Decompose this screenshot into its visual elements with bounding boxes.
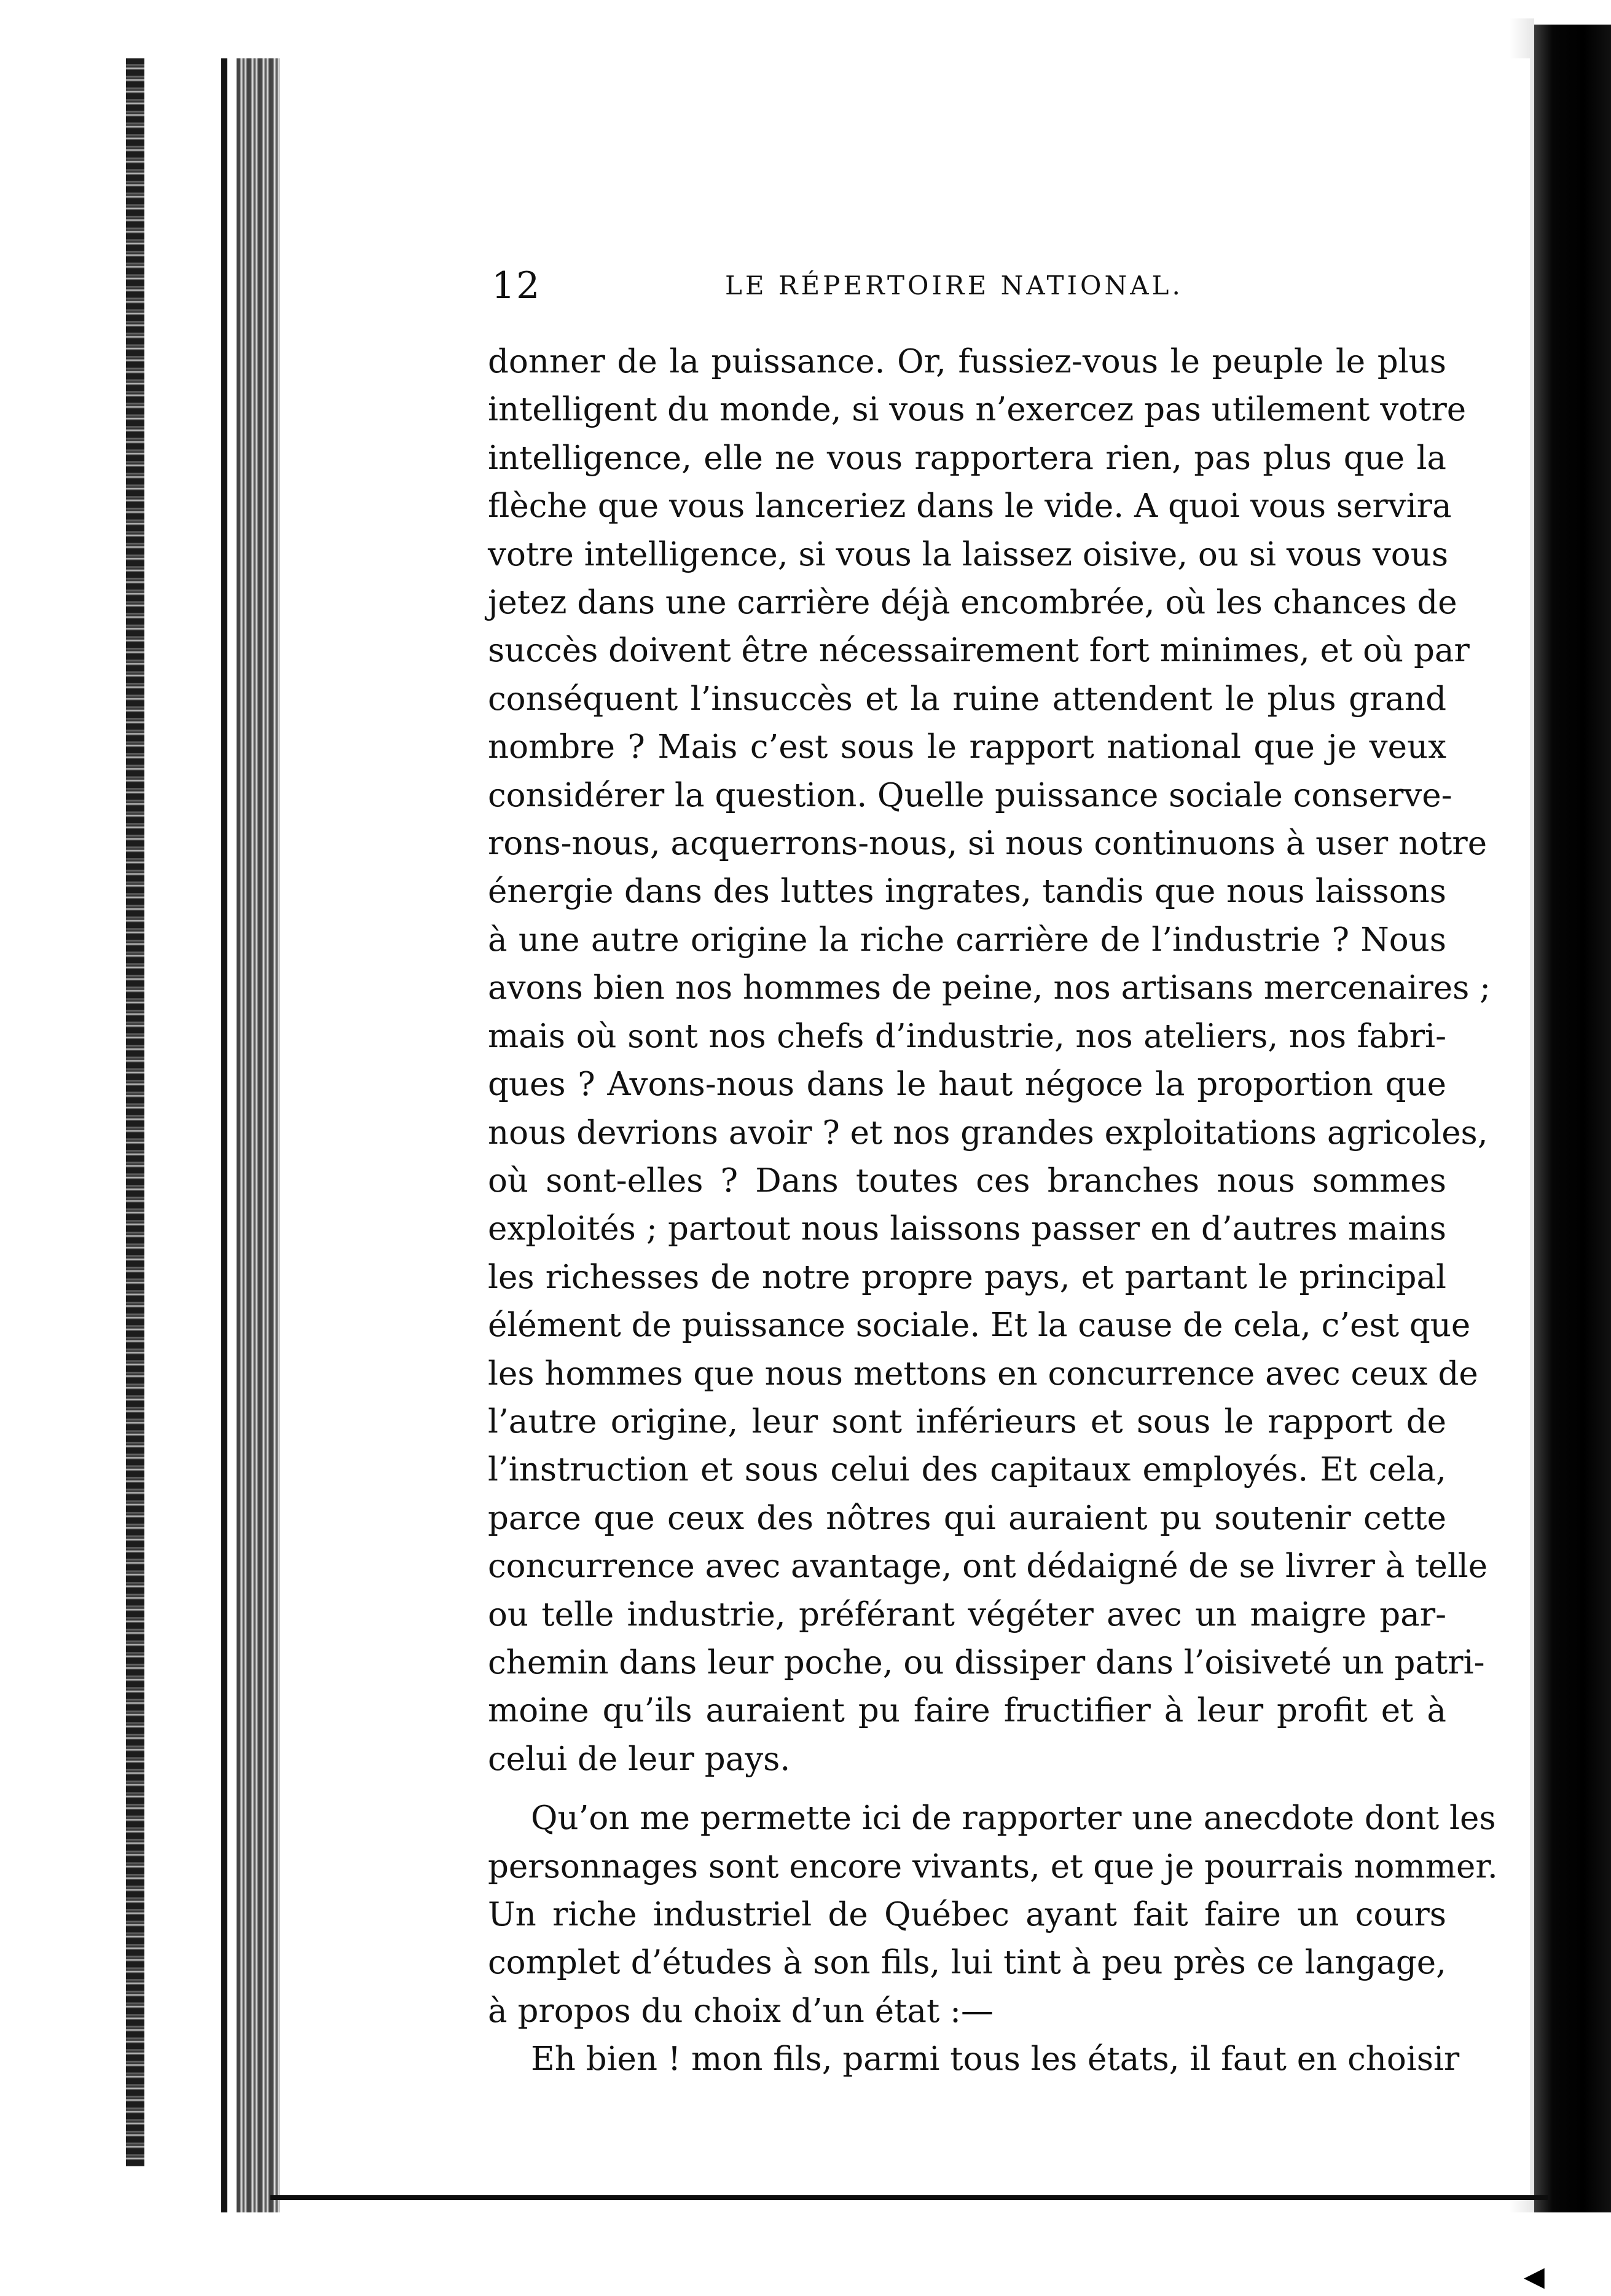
book-spine-edge xyxy=(221,58,227,2212)
text-line: nous devrions avoir ? et nos grandes exploitations agricoles, xyxy=(488,1114,1488,1152)
text-line: intelligent du monde, si vous n’exercez pas utilement votre xyxy=(488,391,1467,429)
text-line: ques ? Avons-nous dans le haut négoce la proportion que xyxy=(488,1066,1446,1104)
text-line: où sont-elles ? Dans toutes ces branches nous sommes xyxy=(488,1162,1446,1200)
text-line: exploités ; partout nous laissons passer en d’autres mains xyxy=(488,1210,1446,1248)
text-line: considérer la question. Quelle puissance sociale conserve- xyxy=(488,776,1452,814)
text-line: votre intelligence, si vous la laissez oisive, ou si vous vous xyxy=(488,535,1449,573)
text-line: nombre ? Mais c’est sous le rapport national que je veux xyxy=(488,728,1446,766)
text-line: énergie dans des luttes ingrates, tandis que nous laissons xyxy=(488,873,1446,911)
text-line: concurrence avec avantage, ont dédaigné de se livrer à telle xyxy=(488,1547,1488,1586)
text-line: Qu’on me permette ici de rapporter une anecdote dont les xyxy=(531,1799,1496,1838)
text-line: conséquent l’insuccès et la ruine attendent le plus grand xyxy=(488,680,1446,718)
text-line: succès doivent être nécessairement fort minimes, et où par xyxy=(488,632,1470,670)
page-body-text xyxy=(488,338,1498,2084)
corner-mark-glyph: ◀ xyxy=(1524,2261,1545,2292)
text-line: ou telle industrie, préférant végéter avec un maigre par- xyxy=(488,1595,1446,1634)
text-line: les richesses de notre propre pays, et partant le principal xyxy=(488,1258,1446,1296)
page-header xyxy=(492,258,1204,313)
text-line: donner de la puissance. Or, fussiez-vous le peuple le plus xyxy=(488,343,1446,380)
text-line: moine qu’ils auraient pu faire fructifier à leur profit et à xyxy=(488,1692,1446,1730)
scan-top-margin xyxy=(0,0,1611,58)
text-line: parce que ceux des nôtres qui auraient pu soutenir cette xyxy=(488,1499,1446,1537)
page-stack-edges xyxy=(237,58,280,2212)
page-number: 12 xyxy=(492,264,541,307)
text-line: avons bien nos hommes de peine, nos artisans mercenaires ; xyxy=(488,969,1491,1007)
text-line: complet d’études à son fils, lui tint à peu près ce langage, xyxy=(488,1944,1446,1982)
scan-right-dark-edge xyxy=(1534,25,1611,2212)
page-bottom-edge xyxy=(270,2195,1548,2200)
paragraph-gap xyxy=(488,1783,1446,1795)
text-line: rons-nous, acquerrons-nous, si nous continuons à user notre xyxy=(488,825,1488,863)
text-line: les hommes que nous mettons en concurrence avec ceux de xyxy=(488,1354,1478,1393)
text-line: flèche que vous lanceriez dans le vide. A quoi vous servira xyxy=(488,487,1452,525)
text-line: chemin dans leur poche, ou dissiper dans l’oisiveté un patri- xyxy=(488,1643,1485,1681)
running-title: LE RÉPERTOIRE NATIONAL. xyxy=(725,270,1183,301)
text-line: élément de puissance sociale. Et la cause de cela, c’est que xyxy=(488,1307,1471,1345)
text-line: mais où sont nos chefs d’industrie, nos ateliers, nos fabri- xyxy=(488,1017,1446,1055)
text-line: intelligence, elle ne vous rapportera rien, pas plus que la xyxy=(488,439,1446,477)
text-line: celui de leur pays. xyxy=(488,1740,791,1778)
book-spine-binding xyxy=(126,58,144,2166)
text-line: à propos du choix d’un état :— xyxy=(488,1992,994,2030)
text-line: personnages sont encore vivants, et que je pourrais nommer. xyxy=(488,1847,1498,1885)
text-line: à une autre origine la riche carrière de l’industrie ? Nous xyxy=(488,921,1446,959)
text-line: l’autre origine, leur sont inférieurs et sous le rapport de xyxy=(488,1402,1446,1441)
text-line: l’instruction et sous celui des capitaux employés. Et cela, xyxy=(488,1451,1446,1489)
scan-bottom-margin xyxy=(111,2212,1611,2296)
text-line: Un riche industriel de Québec ayant fait faire un cours xyxy=(488,1896,1446,1933)
text-line: jetez dans une carrière déjà encombrée, où les chances de xyxy=(488,584,1457,622)
text-line: Eh bien ! mon fils, parmi tous les états, il faut en choisir xyxy=(531,2040,1460,2078)
